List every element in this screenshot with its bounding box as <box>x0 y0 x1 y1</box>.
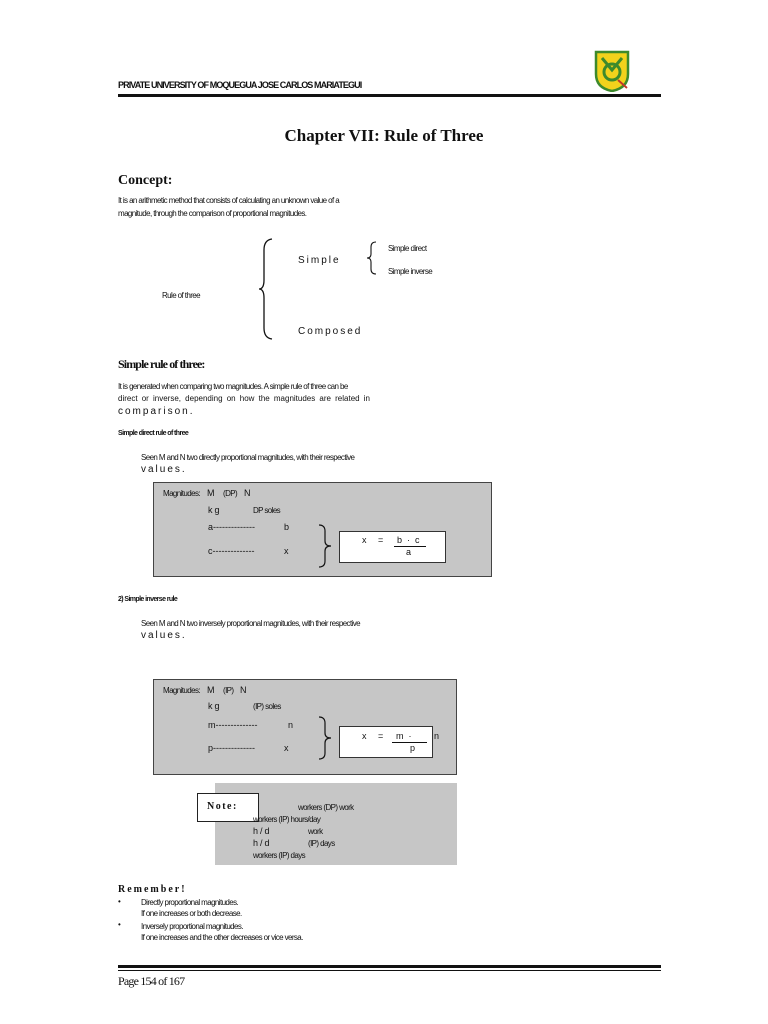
direct-formula-eq: = <box>378 535 384 545</box>
university-logo <box>594 50 630 92</box>
direct-row-2-left: c-------------- <box>208 546 255 556</box>
remember-item-1-desc: If one increases or both decrease. <box>141 909 242 918</box>
direct-row-2-right: x <box>284 546 289 556</box>
direct-formula <box>339 531 446 563</box>
inverse-row-1-right: n <box>288 720 294 730</box>
note-line-1: workers (DP) work <box>298 803 354 812</box>
direct-units: kg <box>208 505 222 515</box>
rule-tree-small-brace <box>366 241 378 275</box>
rule-tree-simple: Simple <box>298 255 341 266</box>
inverse-formula-numerator: m · <box>396 731 412 741</box>
direct-row-1-right: b <box>284 522 290 532</box>
chapter-title: Chapter VII: Rule of Three <box>284 126 484 145</box>
concept-line-1: It is an arithmetic method that consists of calculating an unknown value of a <box>118 196 340 205</box>
direct-units-2: DP soles <box>253 506 281 515</box>
note-line-2: workers (IP) hours/day <box>253 815 321 824</box>
remember-item-2-title: Inversely proportional magnitudes. <box>141 922 243 931</box>
note-line-3-left: h/d <box>253 826 272 836</box>
remember-heading: Remember! <box>118 884 187 895</box>
concept-line-2: magnitude, through the comparison of proportional magnitudes. <box>118 209 307 218</box>
inverse-row-1-left: m-------------- <box>208 720 258 730</box>
simple-rule-line-2: direct or inverse, depending on how the magnitudes are related in <box>118 394 370 403</box>
rule-tree-simple-inverse: Simple inverse <box>388 267 433 276</box>
simple-rule-line-1: It is generated when comparing two magnitudes. A simple rule of three can be <box>118 382 348 391</box>
inverse-formula-numerator-tail: n <box>434 731 440 741</box>
footer-page-number: Page 154 of 167 <box>118 974 185 988</box>
inverse-row-2-left: p-------------- <box>208 743 255 753</box>
direct-magnitudes-label: Magnitudes: <box>163 489 200 498</box>
footer-rule-thin <box>118 970 661 971</box>
inverse-subheading: 2) Simple inverse rule <box>118 596 178 603</box>
concept-heading: Concept: <box>118 173 173 188</box>
header-university: PRIVATE UNIVERSITY OF MOQUEGUA JOSE CARLOS MARIATEGUI <box>118 80 362 90</box>
note-line-5: workers (IP) days <box>253 851 306 860</box>
simple-rule-line-3: comparison. <box>118 406 195 417</box>
remember-bullet-1: • <box>118 897 121 906</box>
inverse-formula-eq: = <box>378 731 384 741</box>
inverse-units: kg <box>208 701 222 711</box>
direct-desc-1: Seen M and N two directly proportional magnitudes, with their respective <box>141 453 355 462</box>
remember-item-2-desc: If one increases and the other decreases or vice versa. <box>141 933 303 942</box>
note-line-4-right: (IP) days <box>308 839 335 848</box>
direct-row-1-left: a-------------- <box>208 522 255 532</box>
inverse-n: N <box>240 685 247 695</box>
inverse-desc-1: Seen M and N two inversely proportional magnitudes, with their respective <box>141 619 360 628</box>
header-rule <box>118 94 661 97</box>
rule-tree-big-brace <box>258 238 274 340</box>
rule-tree-simple-direct: Simple direct <box>388 244 427 253</box>
rule-tree-composed: Composed <box>298 326 363 337</box>
direct-desc-2: values. <box>141 464 187 475</box>
inverse-units-2: (IP) soles <box>253 702 281 711</box>
inverse-magnitudes-label: Magnitudes: <box>163 686 200 695</box>
direct-m: M <box>207 488 215 498</box>
inverse-relation: (IP) <box>223 686 234 695</box>
rule-tree-root: Rule of three <box>162 291 201 300</box>
direct-subheading: Simple direct rule of three <box>118 430 189 437</box>
direct-formula-numerator: b · c <box>397 535 420 545</box>
inverse-formula-x: x <box>362 731 367 741</box>
direct-formula-denominator: a <box>406 547 412 557</box>
inverse-formula-denominator: p <box>410 743 416 753</box>
logo-icon <box>594 50 630 92</box>
inverse-brace <box>318 716 332 760</box>
footer-rule-thick <box>118 965 661 968</box>
inverse-row-2-right: x <box>284 743 289 753</box>
note-line-4-left: h/d <box>253 838 272 848</box>
direct-formula-x: x <box>362 535 367 545</box>
direct-relation: (DP) <box>223 489 238 498</box>
inverse-desc-2: values. <box>141 630 187 641</box>
note-label: Note: <box>207 801 238 812</box>
direct-n: N <box>244 488 251 498</box>
note-line-3-right: work <box>308 827 323 836</box>
remember-bullet-2: • <box>118 920 121 929</box>
inverse-m: M <box>207 685 215 695</box>
direct-brace <box>318 524 332 568</box>
remember-item-1-title: Directly proportional magnitudes. <box>141 898 239 907</box>
simple-rule-heading: Simple rule of three: <box>118 357 205 371</box>
